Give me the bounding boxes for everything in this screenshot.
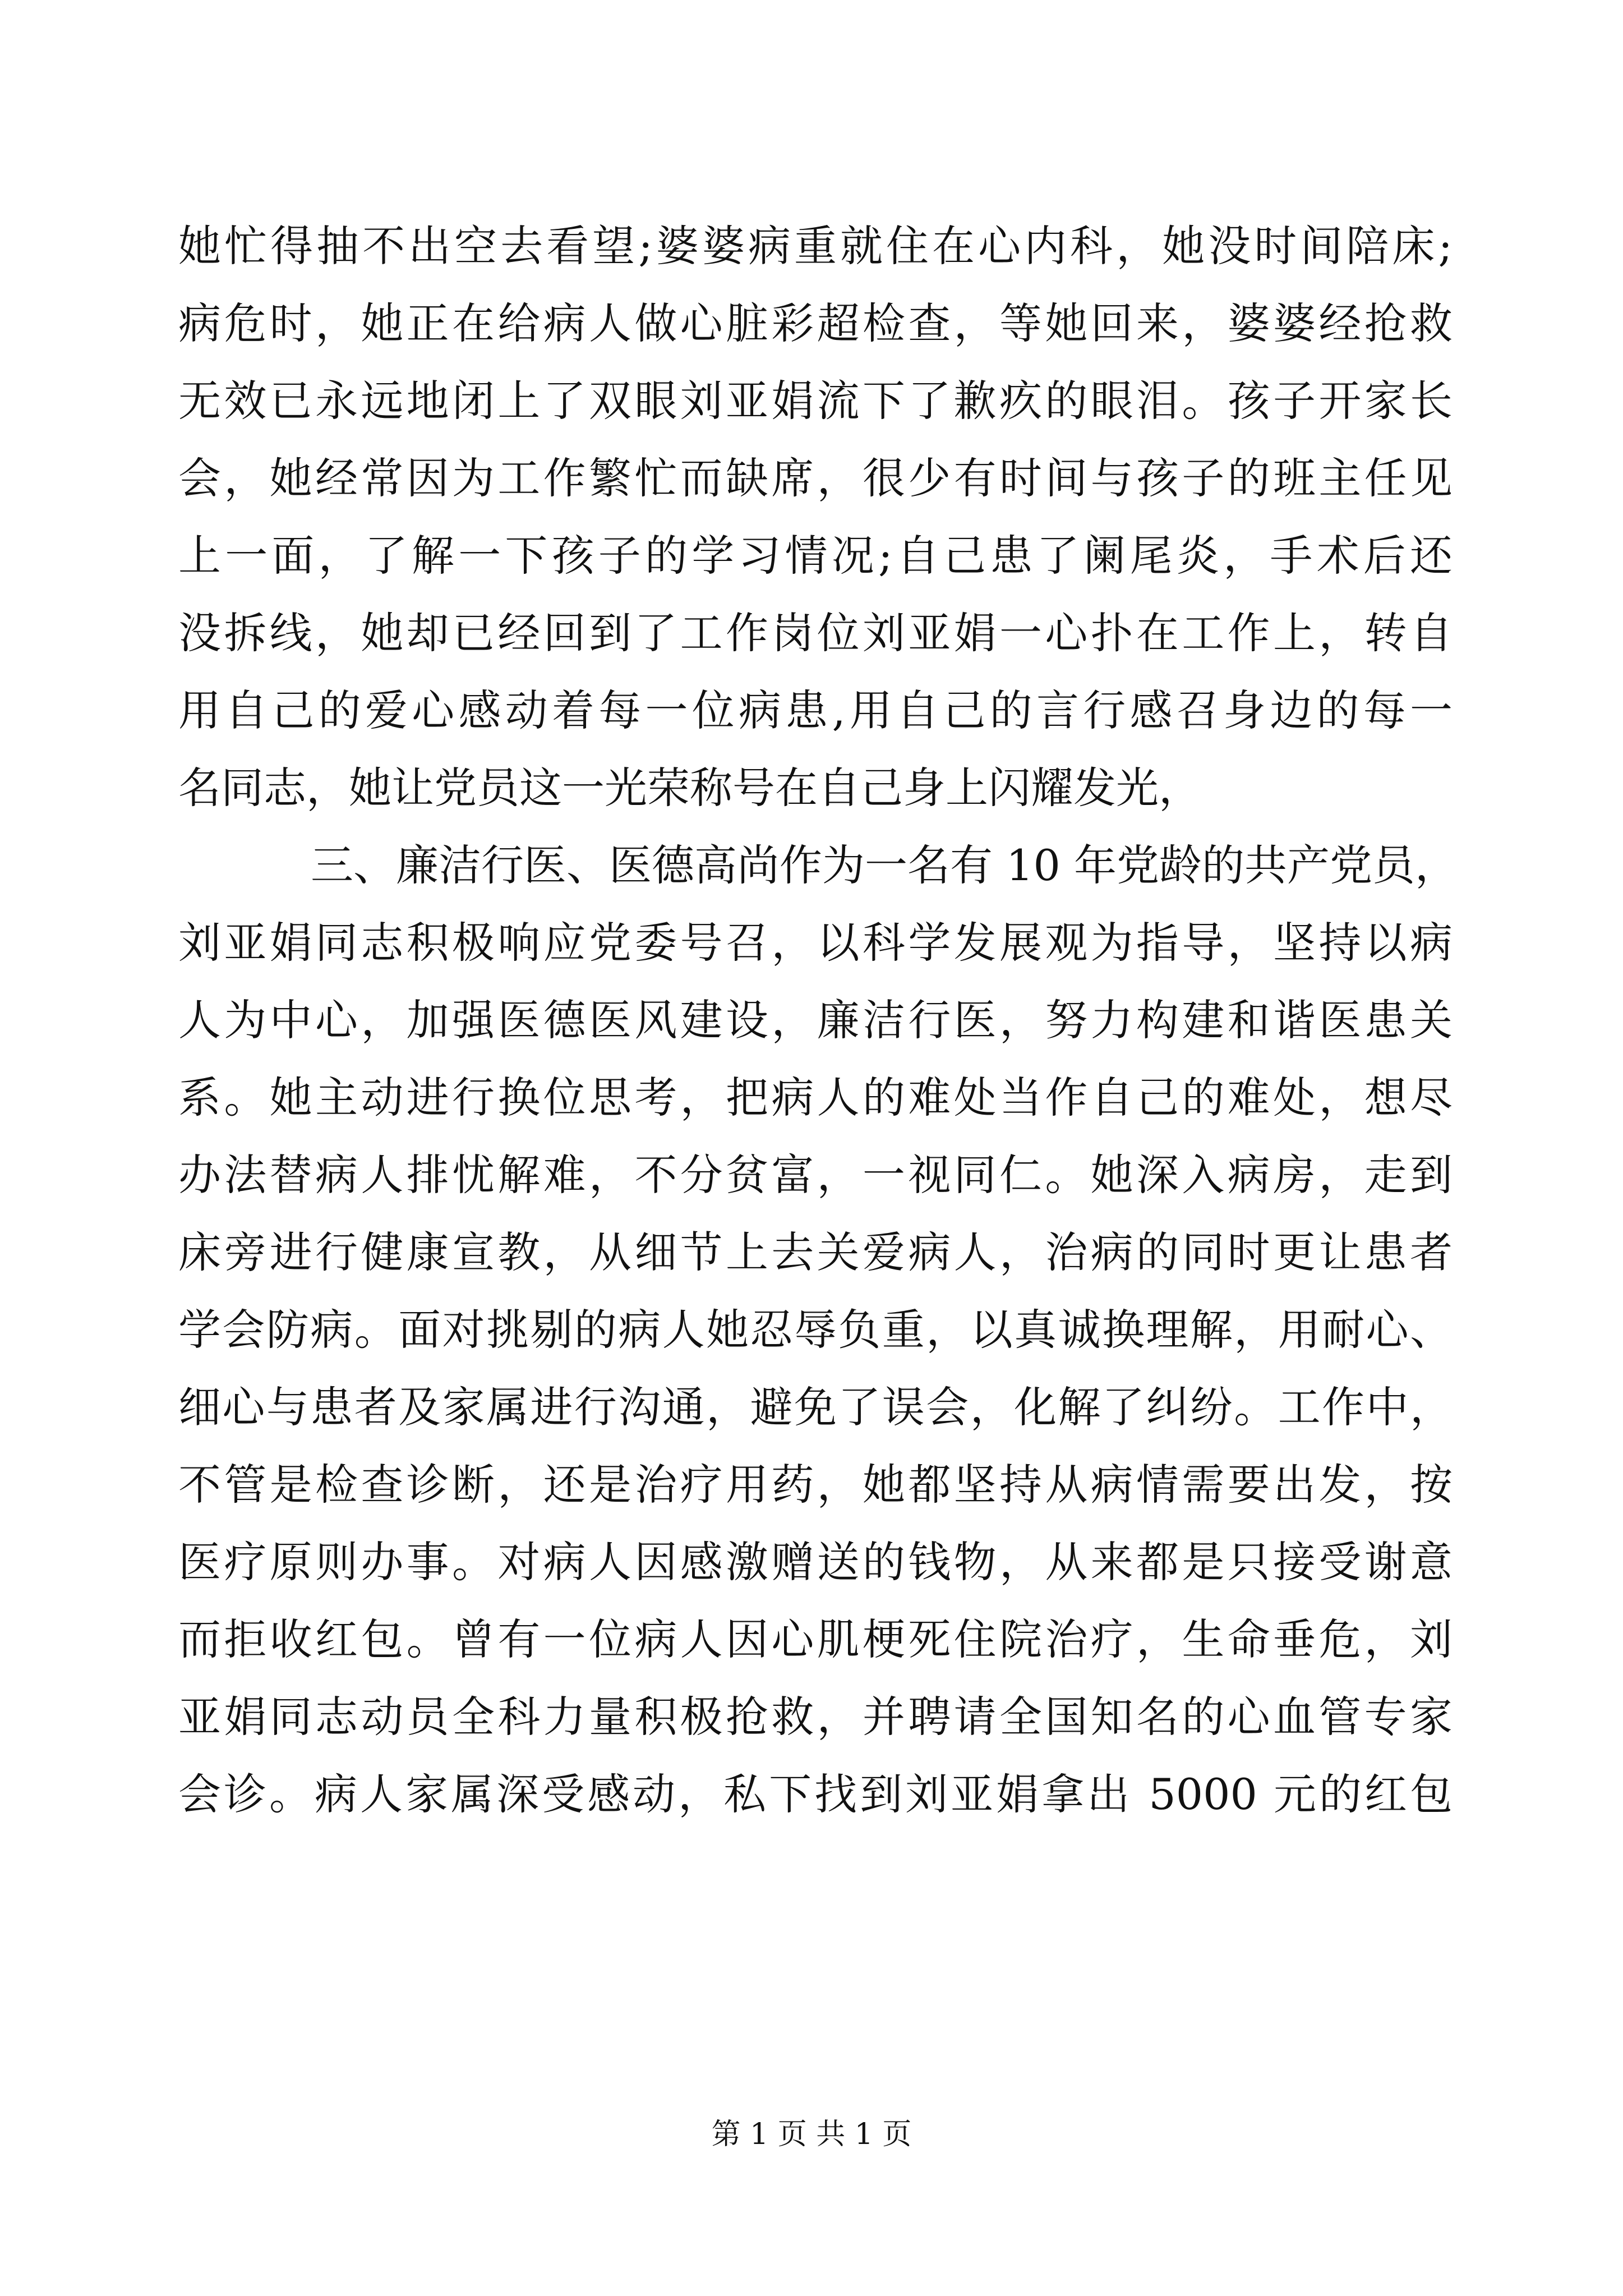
page-number-label: 第 1 页 共 1 页	[711, 2118, 912, 2151]
text-line: 她忙得抽不出空去看望;婆婆病重就住在心内科，她没时间陪床;	[178, 221, 1453, 271]
page-footer	[0, 2112, 1623, 2157]
text-line: 系。她主动进行换位思考，把病人的难处当作自己的难处，想尽	[178, 1073, 1453, 1122]
text-line: 没拆线，她却已经回到了工作岗位刘亚娟一心扑在工作上，转自	[178, 608, 1453, 658]
text-line: 办法替病人排忧解难，不分贫富，一视同仁。她深入病房，走到	[178, 1150, 1453, 1200]
text-line: 上一面，了解一下孩子的学习情况;自己患了阑尾炎，手术后还	[178, 531, 1453, 581]
text-line: 用自己的爱心感动着每一位病患,用自己的言行感召身边的每一	[178, 685, 1453, 735]
text-line: 会诊。病人家属深受感动，私下找到刘亚娟拿出 5000 元的红包	[178, 1769, 1453, 1819]
text-line: 刘亚娟同志积极响应党委号召，以科学发展观为指导，坚持以病	[178, 918, 1453, 968]
text-line: 而拒收红包。曾有一位病人因心肌梗死住院治疗，生命垂危，刘	[178, 1614, 1453, 1664]
document-body	[178, 208, 1458, 1833]
text-line: 医疗原则办事。对病人因感激赠送的钱物，从来都是只接受谢意	[178, 1537, 1453, 1587]
text-line: 床旁进行健康宣教，从细节上去关爱病人，治病的同时更让患者	[178, 1227, 1453, 1277]
text-line: 会，她经常因为工作繁忙而缺席，很少有时间与孩子的班主任见	[178, 453, 1453, 503]
text-line: 细心与患者及家属进行沟通，避免了误会，化解了纠纷。工作中，	[178, 1382, 1453, 1432]
text-line: 人为中心，加强医德医风建设，廉洁行医，努力构建和谐医患关	[178, 995, 1453, 1045]
text-line: 无效已永远地闭上了双眼刘亚娟流下了歉疚的眼泪。孩子开家长	[178, 376, 1453, 426]
text-line: 学会防病。面对挑剔的病人她忍辱负重，以真诚换理解，用耐心、	[178, 1305, 1453, 1355]
text-line: 亚娟同志动员全科力量积极抢救，并聘请全国知名的心血管专家	[178, 1692, 1453, 1742]
text-line: 不管是检查诊断，还是治疗用药，她都坚持从病情需要出发，按	[178, 1460, 1453, 1510]
text-line: 名同志，她让党员这一光荣称号在自己身上闪耀发光，	[178, 763, 1201, 813]
text-line: 病危时，她正在给病人做心脏彩超检查，等她回来，婆婆经抢救	[178, 298, 1453, 348]
section-heading-line: 三、廉洁行医、医德高尚作为一名有 10 年党龄的共产党员，	[311, 840, 1458, 890]
